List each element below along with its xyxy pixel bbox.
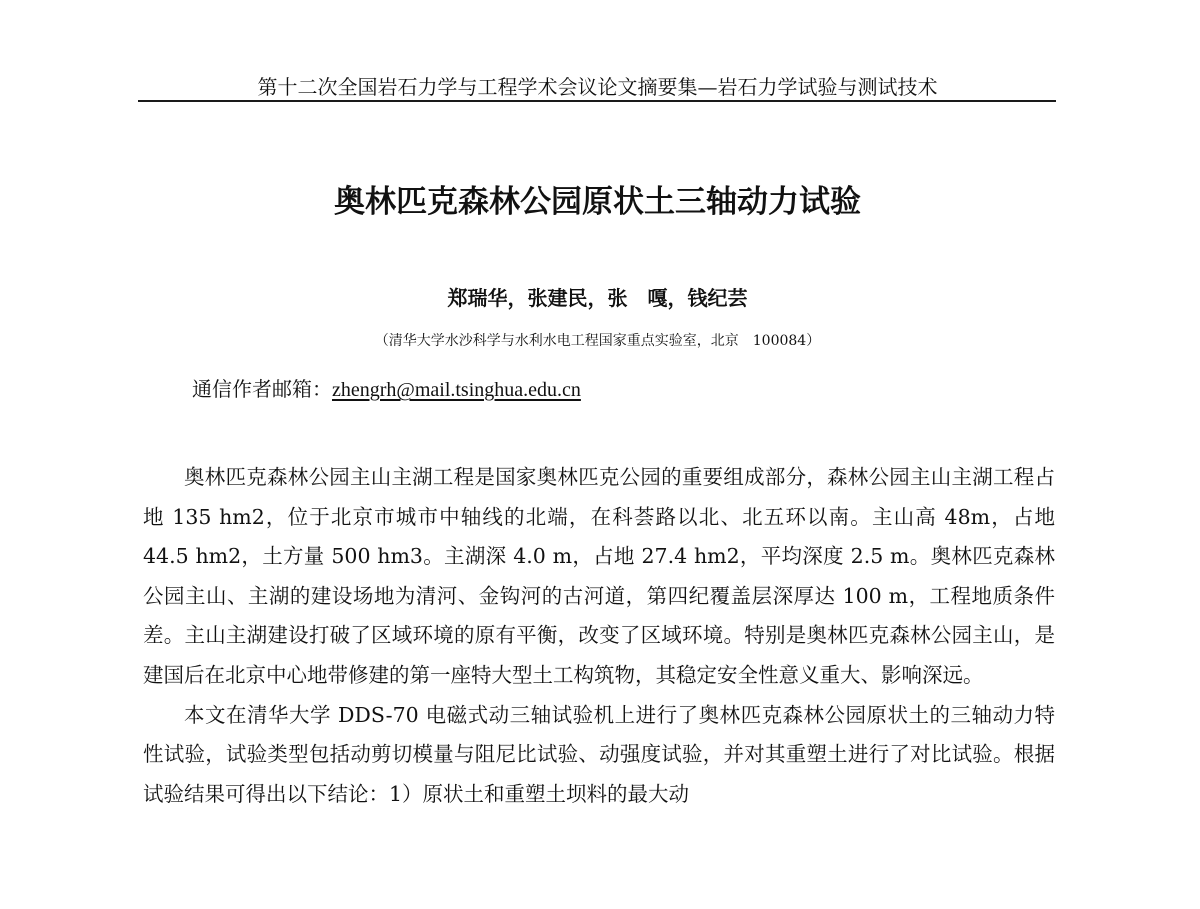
author-list: 郑瑞华，张建民，张 嘎，钱纪芸	[447, 286, 748, 310]
affiliation: （清华大学水沙科学与水利水电工程国家重点实验室，北京 100084）	[374, 333, 821, 349]
body-paragraph-1: 奥林匹克森林公园主山主湖工程是国家奥林匹克公园的重要组成部分，森林公园主山主湖工程占地 135 hm2，位于北京市城市中轴线的北端，在科荟路以北、北五环以南。主山高 48m，占地 44.5 hm2，土方量 500 hm3。主湖深 4.0 m，占地 27.4 hm2，平均深度 2.5 m。奥林匹克森林公园主山、主湖的建设场地为清河、金钩河的古河道，第四纪覆盖层深厚达 100 m，工程地质条件差。主山主湖建设打破了区域环境的原有平衡，改变了区域环境。特别是奥林匹克森林公园主山，是建国后在北京中心地带修建的第一座特大型土工构筑物，其稳定安全性意义重大、影响深远。	[143, 465, 1055, 687]
abstract-body	[143, 458, 1055, 814]
running-header: 第十二次全国岩石力学与工程学术会议论文摘要集—岩石力学试验与测试技术	[257, 75, 938, 99]
email-link[interactable]: zhengrh@mail.tsinghua.edu.cn	[332, 379, 581, 401]
header-divider	[138, 100, 1056, 102]
email-label: 通信作者邮箱：	[192, 377, 332, 401]
paper-title: 奥林匹克森林公园原状土三轴动力试验	[334, 184, 861, 220]
corresponding-email-line	[192, 374, 581, 405]
body-paragraph-2: 本文在清华大学 DDS-70 电磁式动三轴试验机上进行了奥林匹克森林公园原状土的三轴动力特性试验，试验类型包括动剪切模量与阻尼比试验、动强度试验，并对其重塑土进行了对比试验。根据试验结果可得出以下结论：1）原状土和重塑土坝料的最大动	[143, 702, 1055, 806]
